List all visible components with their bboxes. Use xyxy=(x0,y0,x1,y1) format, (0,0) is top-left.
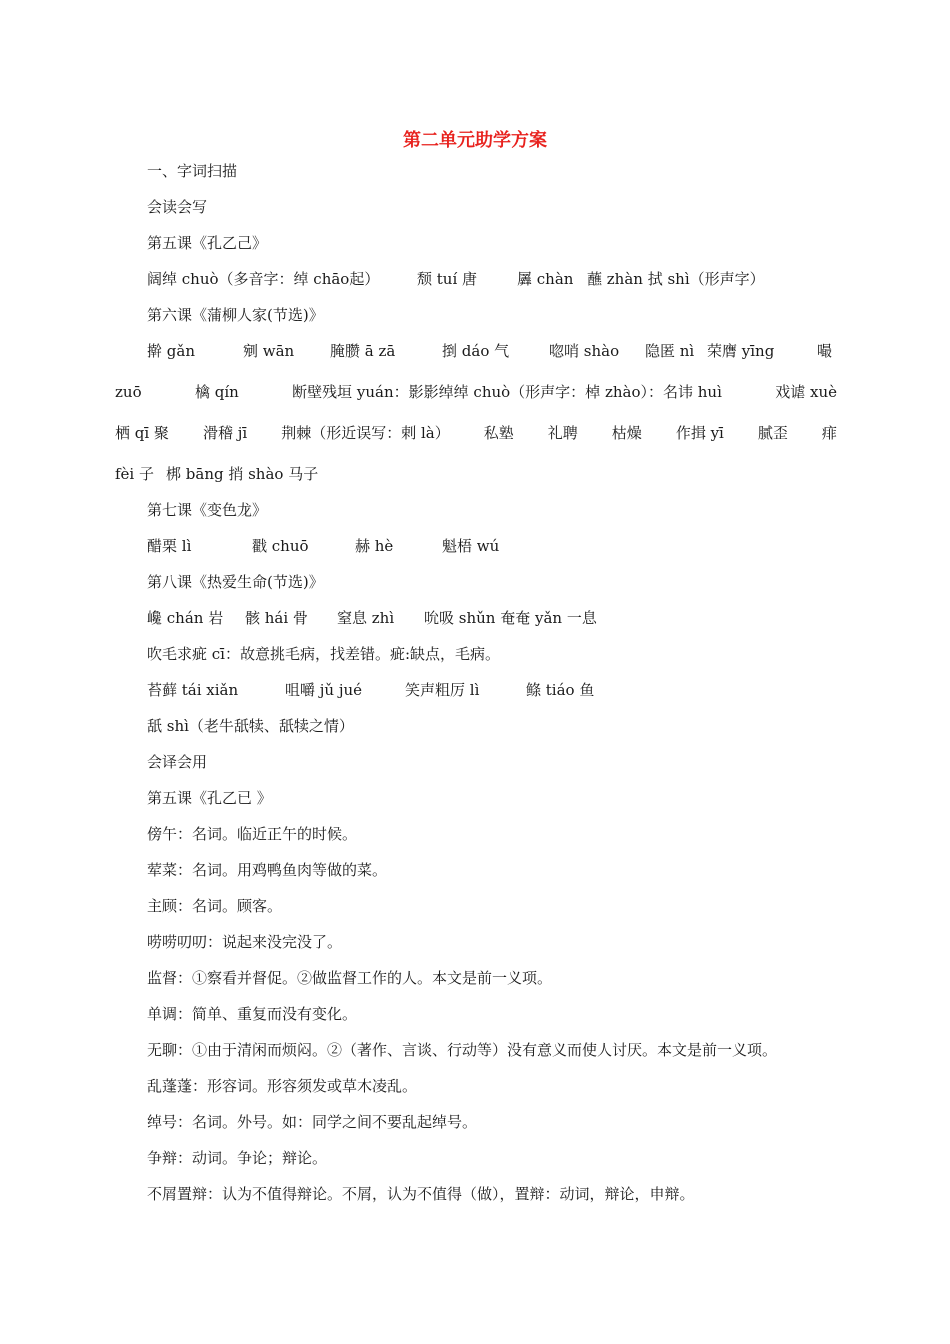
vocab-item: fèi 子 xyxy=(115,465,154,483)
definition-line: 单调：简单、重复而没有变化。 xyxy=(147,1005,358,1023)
vocab-item: 苔藓 tái xiǎn xyxy=(147,681,239,699)
definition-line: 唠唠叨叨：说起来没完没了。 xyxy=(147,933,343,951)
vocab-item: 栖 qī 聚 xyxy=(115,424,169,442)
vocab-item: 笑声粗厉 lì xyxy=(405,681,480,699)
vocab-item: 私塾 xyxy=(483,424,514,442)
vocab-item: 阔绰 chuò（多音字：绰 chāo起） xyxy=(147,270,380,288)
vocab-item: 羼 chàn xyxy=(517,270,574,288)
vocab-line: 舐 shì（老牛舐犊、舐犊之情） xyxy=(147,717,354,735)
vocab-item: 滑稽 jī xyxy=(202,424,248,442)
vocab-item: 咀嚼 jǔ jué xyxy=(285,681,363,699)
definition-line: 绰号：名词。外号。如：同学之间不要乱起绰号。 xyxy=(147,1113,478,1131)
definition-line: 争辩：动词。争论；辩论。 xyxy=(147,1149,328,1167)
vocab-line xyxy=(147,341,832,361)
vocab-line xyxy=(115,464,837,484)
vocab-item: 巉 chán 岩 xyxy=(147,609,224,627)
vocab-item: 唿哨 shào xyxy=(549,342,620,360)
vocab-item: 腌臜 ā zā xyxy=(330,342,396,360)
vocab-item: 戳 chuō xyxy=(252,537,309,555)
vocab-item: 梆 bāng 捎 shào 马子 xyxy=(166,465,319,483)
vocab-item: 戏谑 xuè xyxy=(775,383,837,401)
vocab-item: 腻歪 xyxy=(757,424,788,442)
lesson-heading: 第八课《热爱生命(节选)》 xyxy=(147,573,324,591)
vocab-item: 醋栗 lì xyxy=(147,537,192,555)
vocab-line xyxy=(147,680,594,700)
vocab-item: 礼聘 xyxy=(547,424,578,442)
lesson-heading: 第七课《变色龙》 xyxy=(147,501,268,519)
vocab-item: 颓 tuí 唐 xyxy=(417,270,478,288)
definition-line: 主顾：名词。顾客。 xyxy=(147,897,283,915)
vocab-item: 捯 dáo 气 xyxy=(442,342,510,360)
vocab-item: 蘸 zhàn 拭 shì（形声字） xyxy=(587,270,765,288)
lesson-heading: 第五课《孔乙已 》 xyxy=(147,789,272,807)
definition-line: 不屑置辩：认为不值得辩论。不屑，认为不值得（做），置辩：动词，辩论，申辩。 xyxy=(147,1185,695,1203)
vocab-item: 赫 hè xyxy=(355,537,394,555)
vocab-line xyxy=(147,269,765,289)
document-title: 第二单元助学方案 xyxy=(403,130,547,151)
vocab-item: 吮吸 shǔn 奄奄 yǎn 一息 xyxy=(424,609,597,627)
vocab-item: 断壁残垣 yuán：影影绰绰 chuò（形声字：棹 zhào）：名讳 huì xyxy=(292,383,722,401)
subsection-heading: 会读会写 xyxy=(147,198,208,216)
vocab-item: 剜 wān xyxy=(243,342,295,360)
vocab-item: 作揖 yī xyxy=(675,424,724,442)
vocab-item: 檎 qín xyxy=(194,383,239,401)
vocab-item: 骸 hái 骨 xyxy=(245,609,308,627)
definition-line: 无聊：①由于清闲而烦闷。②（著作、言谈、行动等）没有意义而使人讨厌。本文是前一义项。 xyxy=(147,1041,778,1059)
vocab-item: 魁梧 wú xyxy=(442,537,500,555)
vocab-item: 荆棘（形近误写：剌 là） xyxy=(281,424,450,442)
vocab-item: 荣膺 yīng xyxy=(707,342,775,360)
vocab-item: 窒息 zhì xyxy=(337,609,395,627)
lesson-heading: 第五课《孔乙己》 xyxy=(147,234,268,252)
definition-line: 乱蓬蓬：形容词。形容须发或草木凌乱。 xyxy=(147,1077,418,1095)
definition-line: 荤菜：名词。用鸡鸭鱼肉等做的菜。 xyxy=(147,861,388,879)
vocab-item: 嘬 xyxy=(817,342,833,360)
vocab-item: 痱 xyxy=(821,424,837,442)
subsection-heading: 会译会用 xyxy=(147,753,208,771)
vocab-item: 枯燥 xyxy=(611,424,642,442)
vocab-line xyxy=(147,536,499,556)
section-heading: 一、字词扫描 xyxy=(147,162,238,180)
vocab-item: zuō xyxy=(115,383,142,401)
lesson-heading: 第六课《蒲柳人家(节选)》 xyxy=(147,306,324,324)
definition-line: 傍午：名词。临近正午的时候。 xyxy=(147,825,358,843)
vocab-item: 鲦 tiáo 鱼 xyxy=(526,681,595,699)
vocab-line xyxy=(115,423,837,443)
definition-line: 吹毛求疵 cī：故意挑毛病，找差错。疵:缺点，毛病。 xyxy=(147,645,501,663)
definition-line: 监督：①察看并督促。②做监督工作的人。本文是前一义项。 xyxy=(147,969,553,987)
vocab-line xyxy=(147,608,597,628)
vocab-item: 擀 gǎn xyxy=(147,342,195,360)
vocab-line xyxy=(115,382,837,402)
vocab-item: 隐匿 nì xyxy=(645,342,695,360)
